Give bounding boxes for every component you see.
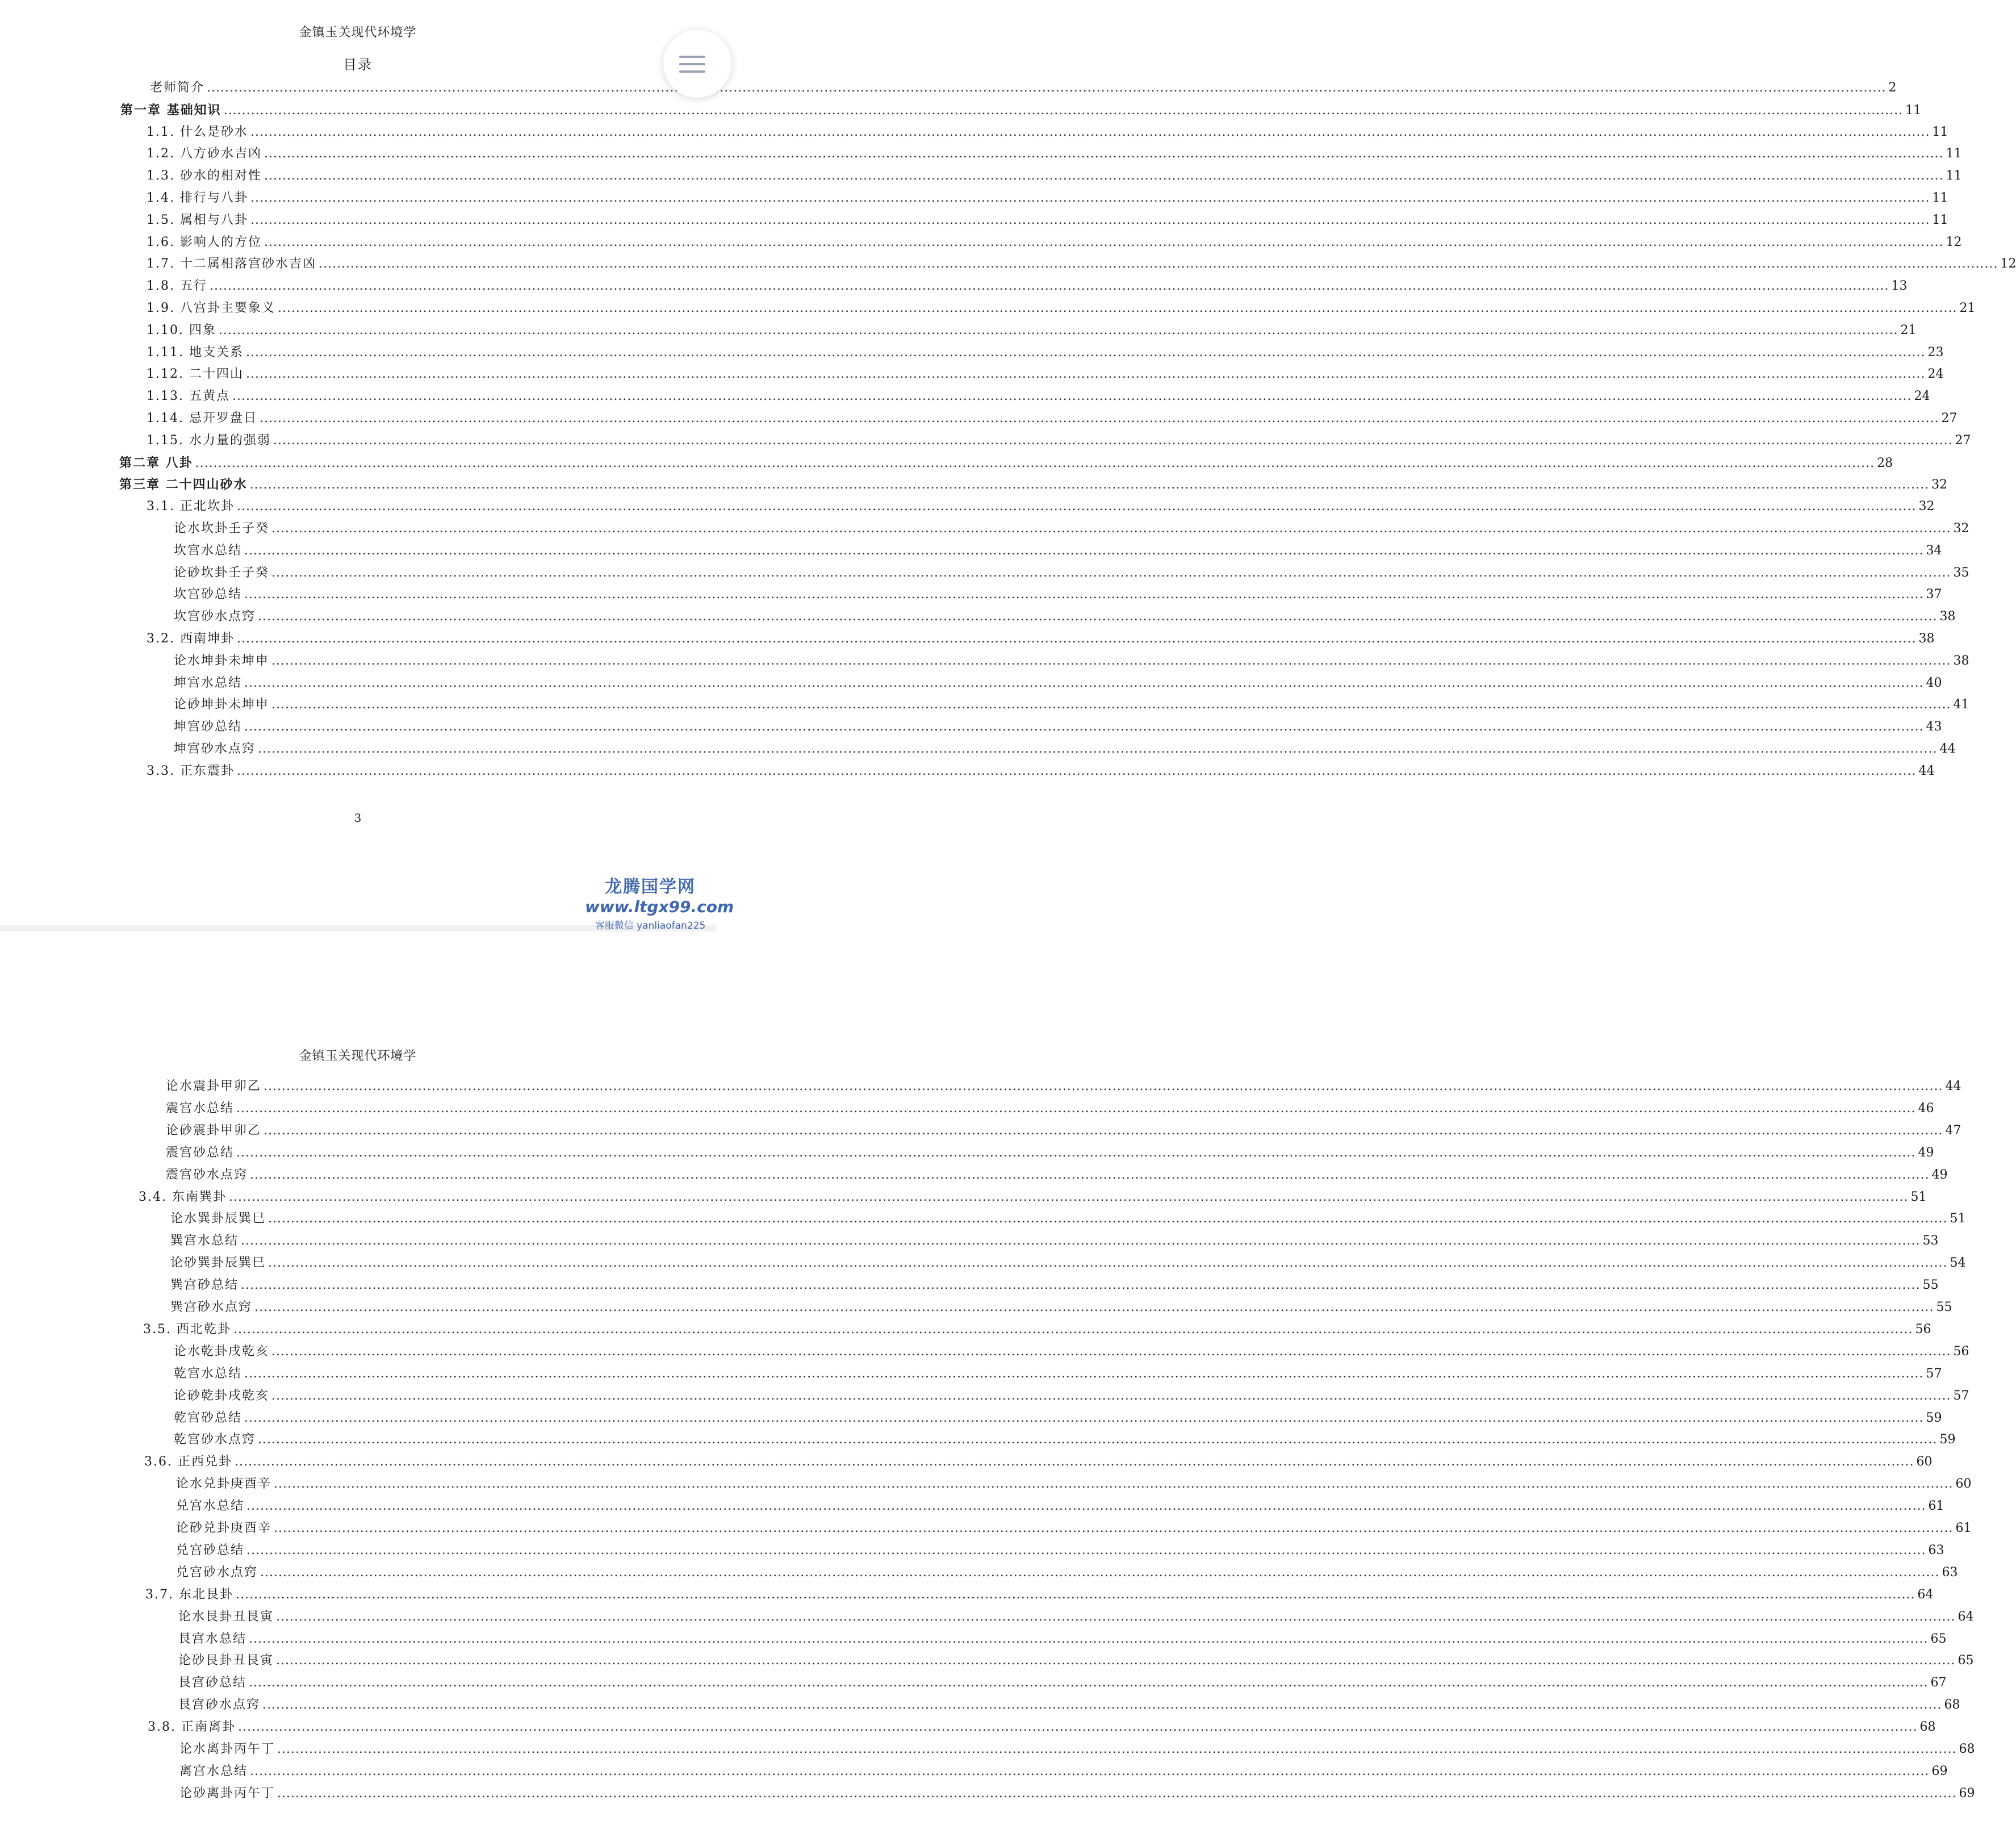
toc-entry-page: 35 [1953, 565, 1969, 580]
toc-entry-title: 巽宫砂总结 [170, 1278, 239, 1293]
toc-entry-page: 44 [1945, 1079, 1961, 1093]
toc-entry-page: 67 [1930, 1676, 1947, 1690]
toc-entry[interactable] [119, 454, 1893, 471]
toc-leader-dots [258, 1431, 1937, 1448]
toc-entry-page: 32 [1953, 521, 1969, 536]
toc-entry[interactable] [174, 542, 1942, 559]
toc-entry-page: 32 [1931, 478, 1948, 492]
toc-entry-page: 68 [1944, 1698, 1960, 1713]
toc-entry-title: 3.8. 正南离卦 [148, 1720, 236, 1735]
toc-leader-dots [244, 1365, 1923, 1383]
toc-entry-page: 61 [1928, 1499, 1944, 1514]
watermark-contact: 客服微信 yanliaofan225 [595, 920, 706, 932]
toc-entry-page: 12 [1946, 235, 1962, 249]
toc-entry-page: 53 [1922, 1234, 1939, 1248]
toc-entry-title: 3.7. 东北艮卦 [145, 1587, 233, 1602]
toc-entry[interactable] [166, 1122, 1961, 1139]
toc-entry-title: 1.11. 地支关系 [147, 345, 244, 360]
toc-leader-dots [246, 366, 1925, 383]
toc-heading: 目录 [343, 57, 373, 73]
toc-entry-page: 54 [1950, 1256, 1966, 1271]
toc-leader-dots [258, 608, 1937, 625]
toc-leader-dots [274, 1520, 1953, 1537]
toc-leader-dots [244, 675, 1923, 692]
toc-entry[interactable] [170, 1255, 1966, 1272]
toc-entry[interactable] [174, 675, 1942, 692]
toc-entry-page: 11 [1946, 147, 1962, 161]
toc-leader-dots [195, 455, 1875, 472]
toc-entry-page: 11 [1932, 191, 1948, 205]
toc-entry-title: 震宫水总结 [166, 1101, 235, 1116]
toc-entry[interactable] [170, 1233, 1939, 1250]
toc-entry-page: 60 [1955, 1477, 1972, 1492]
toc-entry-page: 56 [1953, 1344, 1969, 1359]
toc-entry[interactable] [176, 1564, 1958, 1581]
toc-entry-page: 37 [1926, 587, 1942, 602]
toc-leader-dots [244, 586, 1923, 603]
toc-entry-title: 3.2. 西南坤卦 [147, 632, 235, 646]
toc-entry-page: 49 [1931, 1167, 1948, 1182]
toc-entry[interactable] [148, 1719, 1936, 1736]
toc-entry[interactable] [176, 1498, 1944, 1515]
toc-entry[interactable] [150, 80, 1897, 97]
toc-entry-page: 46 [1918, 1101, 1934, 1116]
watermark-url: www.ltgx99.com [585, 897, 734, 916]
toc-entry[interactable] [179, 1785, 1975, 1802]
toc-entry-title: 震宫砂总结 [166, 1145, 235, 1160]
toc-entry-title: 乾宫砂总结 [174, 1410, 242, 1425]
toc-entry-title: 论水离卦丙午丁 [179, 1742, 275, 1756]
toc-entry-page: 24 [1914, 389, 1930, 404]
toc-entry[interactable] [166, 1078, 1961, 1095]
toc-leader-dots [276, 1652, 1955, 1669]
toc-entry-title: 1.3. 砂水的相对性 [147, 169, 262, 183]
toc-entry-title: 坎宫砂总结 [174, 587, 242, 602]
toc-leader-dots [244, 1410, 1923, 1427]
toc-leader-dots [207, 80, 1886, 97]
menu-icon [679, 56, 705, 78]
toc-entry-page: 65 [1958, 1653, 1974, 1668]
toc-entry[interactable] [139, 1189, 1927, 1206]
toc-entry-page: 60 [1916, 1455, 1933, 1469]
toc-leader-dots [271, 653, 1951, 670]
toc-entry[interactable] [147, 145, 1962, 162]
toc-entry-page: 63 [1928, 1543, 1944, 1557]
toc-entry[interactable] [178, 1674, 1947, 1691]
toc-entry-title: 坤宫砂水点窍 [174, 742, 256, 756]
page-number: 3 [354, 811, 362, 825]
toc-leader-dots [236, 1100, 1915, 1117]
toc-entry[interactable] [143, 1321, 1931, 1338]
toc-leader-dots [249, 1674, 1928, 1691]
toc-leader-dots [271, 1343, 1951, 1360]
toc-entry[interactable] [119, 476, 1948, 493]
toc-leader-dots [241, 1277, 1920, 1294]
toc-entry-page: 21 [1900, 323, 1917, 337]
toc-entry-page: 38 [1953, 653, 1969, 668]
toc-leader-dots [268, 1255, 1947, 1272]
toc-leader-dots [264, 145, 1943, 162]
toc-entry-title: 兑宫砂水点窍 [176, 1565, 258, 1580]
toc-entry-title: 1.12. 二十四山 [147, 367, 244, 382]
toc-entry-title: 论砂坎卦壬子癸 [174, 565, 270, 580]
toc-entry-title: 1.10. 四象 [147, 323, 216, 337]
toc-entry[interactable] [174, 565, 1969, 582]
toc-entry[interactable] [147, 278, 1908, 295]
toc-entry[interactable] [170, 1299, 1952, 1316]
toc-entry-title: 艮宫砂总结 [178, 1676, 247, 1690]
toc-entry[interactable] [147, 300, 1976, 317]
toc-entry-title: 3.6. 正西兑卦 [144, 1455, 232, 1469]
toc-entry-page: 41 [1953, 698, 1969, 712]
toc-leader-dots [278, 300, 1957, 317]
toc-entry-title: 坤宫砂总结 [174, 720, 242, 734]
toc-entry[interactable] [174, 520, 1969, 537]
toc-leader-dots [237, 498, 1916, 515]
toc-leader-dots [277, 1785, 1956, 1802]
toc-entry-page: 61 [1955, 1521, 1972, 1535]
toc-entry-title: 论水乾卦戌乾亥 [174, 1344, 270, 1359]
menu-button[interactable] [663, 30, 731, 98]
toc-leader-dots [224, 102, 1903, 119]
toc-leader-dots [271, 696, 1951, 713]
toc-entry-title: 论砂艮卦丑艮寅 [178, 1653, 274, 1668]
toc-leader-dots [264, 168, 1943, 185]
toc-entry[interactable] [174, 608, 1956, 625]
toc-entry-page: 68 [1959, 1742, 1975, 1756]
toc-entry-title: 艮宫砂水点窍 [178, 1698, 261, 1713]
toc-entry-title: 论水艮卦丑艮寅 [178, 1609, 274, 1624]
toc-leader-dots [246, 1542, 1926, 1559]
toc-leader-dots [260, 1564, 1939, 1581]
toc-entry-title: 1.4. 排行与八卦 [147, 191, 248, 205]
toc-entry-page: 11 [1905, 103, 1922, 118]
toc-entry[interactable] [166, 1100, 1934, 1117]
toc-entry-title: 1.1. 什么是砂水 [147, 124, 248, 139]
toc-entry-title: 论水坎卦壬子癸 [174, 521, 270, 536]
toc-leader-dots [263, 1122, 1943, 1139]
toc-leader-dots [249, 1631, 1928, 1648]
toc-entry-page: 11 [1932, 212, 1948, 227]
toc-leader-dots [260, 410, 1939, 427]
toc-entry[interactable] [147, 168, 1962, 185]
toc-entry-page: 11 [1932, 124, 1948, 139]
toc-entry[interactable] [178, 1631, 1947, 1648]
toc-entry-page: 59 [1926, 1410, 1942, 1425]
toc-entry[interactable] [170, 1210, 1966, 1227]
toc-entry-title: 巽宫砂水点窍 [170, 1300, 253, 1314]
toc-entry-title: 震宫砂水点窍 [166, 1167, 248, 1182]
toc-entry-page: 38 [1918, 632, 1935, 646]
toc-entry-page: 40 [1926, 675, 1942, 690]
toc-entry[interactable] [147, 344, 1944, 361]
toc-entry[interactable] [174, 719, 1942, 736]
toc-entry-title: 兑宫砂总结 [176, 1543, 245, 1557]
toc-entry[interactable] [174, 653, 1969, 670]
toc-leader-dots [250, 1763, 1929, 1780]
toc-entry-page: 68 [1919, 1720, 1936, 1735]
toc-entry[interactable] [144, 1454, 1933, 1471]
toc-entry-page: 65 [1930, 1631, 1947, 1646]
toc-leader-dots [238, 1719, 1917, 1736]
toc-entry[interactable] [147, 630, 1935, 648]
toc-leader-dots [254, 1299, 1934, 1316]
toc-leader-dots [276, 1609, 1955, 1626]
toc-leader-dots [229, 1189, 1908, 1206]
toc-leader-dots [235, 1454, 1914, 1471]
toc-entry[interactable] [147, 256, 2016, 273]
toc-entry-title: 论水坤卦未坤申 [174, 653, 270, 668]
toc-entry[interactable] [147, 498, 1935, 515]
toc-leader-dots [244, 719, 1923, 736]
toc-entry-title: 1.9. 八宫卦主要象义 [147, 301, 275, 315]
toc-entry[interactable] [178, 1609, 1974, 1626]
toc-leader-dots [236, 1145, 1915, 1162]
toc-entry-title: 巽宫水总结 [170, 1234, 239, 1248]
toc-leader-dots [250, 477, 1929, 494]
toc-entry-page: 2 [1888, 81, 1897, 95]
toc-entry-page: 44 [1939, 742, 1956, 756]
toc-entry-page: 13 [1891, 279, 1908, 294]
toc-entry-page: 43 [1926, 720, 1942, 734]
toc-leader-dots [250, 124, 1930, 141]
toc-leader-dots [244, 542, 1923, 559]
toc-entry-page: 34 [1926, 543, 1942, 558]
toc-entry[interactable] [174, 1365, 1942, 1383]
toc-entry-title: 1.2. 八方砂水吉凶 [147, 147, 262, 161]
toc-entry[interactable] [147, 388, 1930, 405]
watermark [585, 872, 734, 932]
toc-leader-dots [271, 565, 1951, 582]
toc-entry[interactable] [174, 1410, 1942, 1427]
toc-entry-title: 乾宫水总结 [174, 1366, 242, 1381]
toc-entry[interactable] [174, 696, 1969, 713]
toc-entry[interactable] [174, 1431, 1956, 1448]
toc-entry[interactable] [179, 1741, 1975, 1758]
toc-leader-dots [268, 1210, 1947, 1227]
document-page-2 [0, 932, 1975, 1821]
toc-entry-page: 56 [1915, 1322, 1931, 1336]
toc-leader-dots [274, 1476, 1953, 1493]
toc-entry-page: 63 [1942, 1565, 1958, 1580]
toc-entry-page: 28 [1877, 456, 1893, 470]
toc-entry-title: 3.5. 西北乾卦 [143, 1322, 231, 1336]
toc-entry-page: 47 [1945, 1123, 1961, 1138]
toc-entry-page: 38 [1939, 609, 1956, 624]
toc-leader-dots [258, 741, 1937, 758]
toc-entry-title: 老师简介 [150, 81, 205, 95]
toc-entry-title: 乾宫砂水点窍 [174, 1432, 256, 1447]
toc-entry[interactable] [176, 1542, 1944, 1559]
toc-entry[interactable] [166, 1145, 1934, 1162]
toc-entry[interactable] [179, 1763, 1948, 1780]
toc-entry-title: 论砂乾卦戌乾亥 [174, 1388, 270, 1403]
toc-entry[interactable] [147, 366, 1944, 383]
toc-leader-dots [237, 763, 1916, 780]
toc-entry-title: 艮宫水总结 [178, 1631, 247, 1646]
toc-entry-title: 1.13. 五黄点 [147, 389, 230, 404]
toc-leader-dots [237, 630, 1916, 648]
toc-entry[interactable] [174, 741, 1956, 758]
toc-leader-dots [273, 432, 1952, 449]
toc-entry[interactable] [166, 1167, 1948, 1184]
toc-entry-title: 论砂离卦丙午丁 [179, 1786, 275, 1801]
toc-leader-dots [233, 1321, 1913, 1338]
toc-entry-page: 49 [1918, 1145, 1934, 1160]
toc-entry-title: 论水震卦甲卯乙 [166, 1079, 262, 1093]
toc-entry[interactable] [170, 1277, 1939, 1294]
toc-entry-title: 论砂巽卦辰巽巳 [170, 1256, 266, 1271]
toc-leader-dots [210, 278, 1889, 295]
toc-entry-page: 23 [1927, 345, 1944, 360]
toc-leader-dots [246, 344, 1925, 361]
toc-leader-dots [319, 256, 1998, 273]
toc-entry[interactable] [147, 234, 1962, 251]
toc-entry[interactable] [178, 1697, 1960, 1714]
toc-leader-dots [271, 520, 1951, 537]
document-title: 金镇玉关现代环境学 [299, 26, 417, 40]
toc-entry-page: 51 [1910, 1189, 1927, 1204]
toc-leader-dots [232, 388, 1912, 405]
toc-entry-title: 离宫水总结 [179, 1764, 248, 1778]
document-title-page-2: 金镇玉关现代环境学 [299, 1049, 417, 1063]
toc-entry-page: 12 [2000, 257, 2016, 272]
toc-entry-title: 1.6. 影响人的方位 [147, 235, 262, 249]
toc-leader-dots [277, 1741, 1956, 1758]
toc-entry[interactable] [120, 102, 1922, 119]
toc-entry-title: 论水巽卦辰巽巳 [170, 1212, 266, 1226]
toc-entry-title: 第三章 二十四山砂水 [119, 477, 248, 492]
toc-entry-title: 1.14. 忌开罗盘日 [147, 411, 257, 425]
toc-entry-page: 59 [1939, 1432, 1956, 1447]
toc-leader-dots [271, 1388, 1951, 1405]
toc-entry[interactable] [147, 124, 1948, 141]
toc-leader-dots [262, 1697, 1942, 1714]
toc-leader-dots [264, 234, 1943, 251]
toc-entry-page: 69 [1959, 1786, 1975, 1801]
toc-entry-page: 27 [1941, 411, 1958, 425]
watermark-brand: 龙腾国学网 [605, 877, 696, 897]
toc-entry-title: 3.3. 正东震卦 [147, 763, 235, 778]
toc-entry[interactable] [147, 322, 1917, 339]
toc-leader-dots [250, 190, 1930, 207]
toc-entry-title: 3.4. 东南巽卦 [139, 1189, 227, 1204]
toc-entry-page: 57 [1953, 1388, 1969, 1403]
toc-entry-page: 55 [1922, 1278, 1939, 1293]
toc-entry-page: 24 [1927, 367, 1944, 382]
toc-entry-page: 21 [1959, 301, 1976, 315]
toc-entry[interactable] [174, 586, 1942, 603]
toc-entry-title: 3.1. 正北坎卦 [147, 499, 235, 514]
toc-entry[interactable] [174, 1343, 1969, 1360]
toc-leader-dots [219, 322, 1898, 339]
toc-leader-dots [250, 212, 1930, 229]
toc-entry-title: 论砂兑卦庚酉辛 [176, 1521, 272, 1535]
toc-entry-page: 64 [1917, 1587, 1934, 1602]
toc-entry[interactable] [176, 1476, 1972, 1493]
toc-entry[interactable] [147, 190, 1948, 207]
toc-entry-page: 11 [1946, 169, 1962, 183]
toc-entry[interactable] [147, 763, 1935, 780]
toc-entry-page: 57 [1926, 1366, 1942, 1381]
toc-entry-page: 27 [1955, 433, 1971, 448]
toc-entry-title: 坎宫砂水点窍 [174, 609, 256, 624]
toc-entry-title: 1.15. 水力量的强弱 [147, 433, 271, 448]
toc-entry-title: 1.8. 五行 [147, 279, 207, 294]
toc-entry[interactable] [147, 410, 1958, 427]
toc-entry-title: 第二章 八卦 [119, 455, 193, 470]
toc-entry-title: 兑宫水总结 [176, 1499, 245, 1514]
toc-entry-page: 64 [1958, 1609, 1974, 1624]
toc-entry-title: 坎宫水总结 [174, 543, 242, 558]
toc-entry[interactable] [176, 1520, 1972, 1537]
toc-leader-dots [263, 1078, 1943, 1095]
toc-entry-title: 坤宫水总结 [174, 675, 242, 690]
toc-entry-page: 51 [1950, 1212, 1966, 1226]
toc-leader-dots [250, 1167, 1929, 1184]
toc-entry[interactable] [147, 212, 1948, 229]
toc-entry-title: 论水兑卦庚酉辛 [176, 1477, 272, 1492]
toc-entry-title: 论砂震卦甲卯乙 [166, 1123, 262, 1138]
toc-leader-dots [236, 1586, 1915, 1603]
toc-entry[interactable] [145, 1586, 1934, 1603]
toc-entry-title: 1.7. 十二属相落宫砂水吉凶 [147, 257, 316, 272]
toc-entry-title: 1.5. 属相与八卦 [147, 212, 248, 227]
toc-entry-title: 论砂坤卦未坤申 [174, 698, 270, 712]
toc-entry-page: 44 [1918, 763, 1935, 778]
toc-entry-page: 32 [1918, 499, 1935, 514]
toc-entry[interactable] [174, 1388, 1969, 1405]
toc-entry-page: 69 [1931, 1764, 1948, 1778]
toc-leader-dots [246, 1498, 1926, 1515]
toc-entry[interactable] [178, 1652, 1974, 1669]
toc-leader-dots [241, 1233, 1920, 1250]
toc-entry-page: 55 [1936, 1300, 1952, 1314]
toc-entry[interactable] [147, 432, 1971, 449]
toc-entry-title: 第一章 基础知识 [120, 102, 221, 118]
